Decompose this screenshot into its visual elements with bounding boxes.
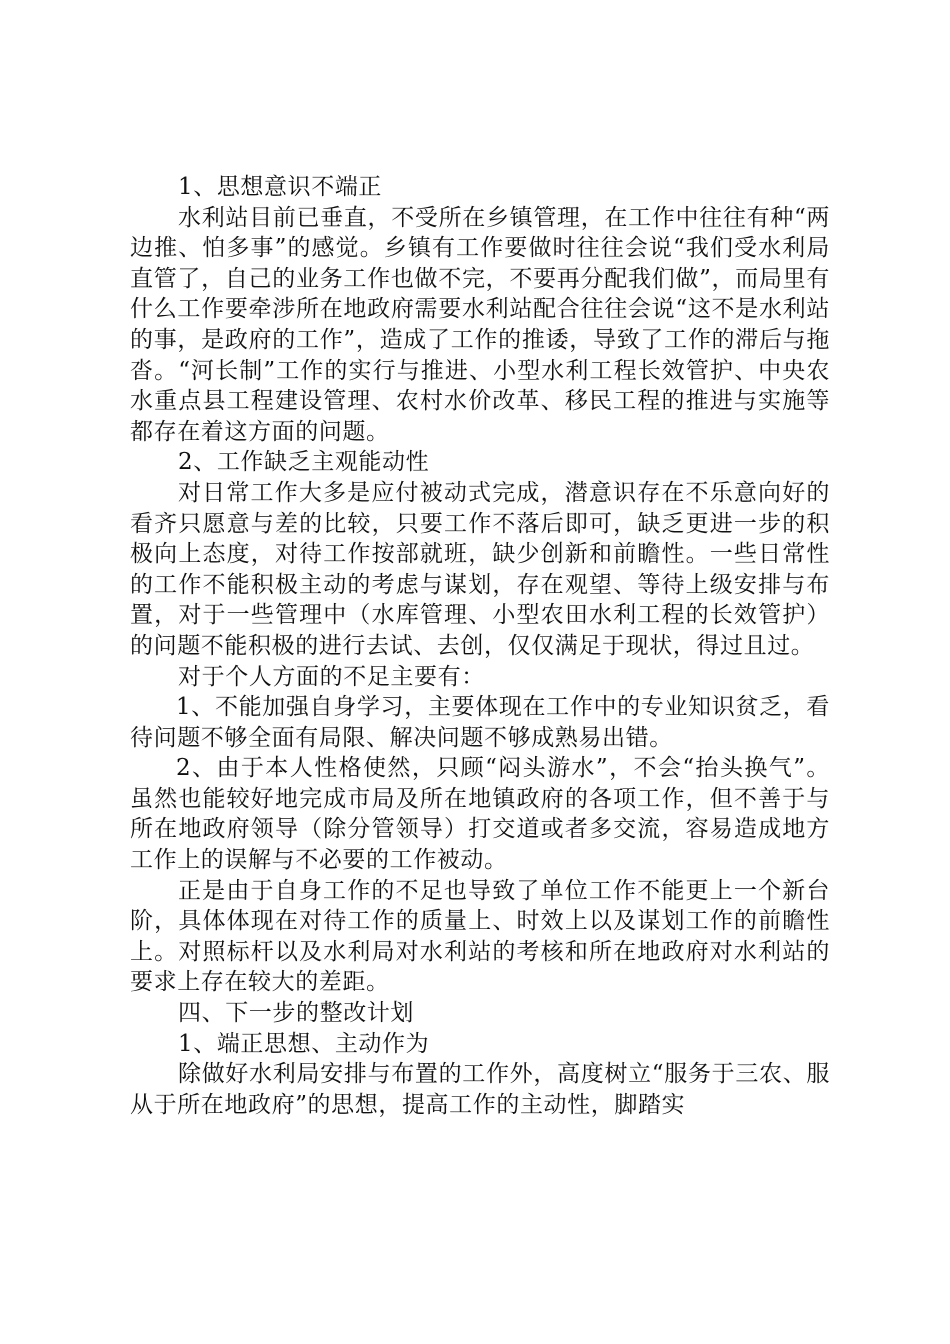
paragraph-4: 1、不能加强自身学习，主要体现在工作中的专业知识贫乏，看待问题不够全面有局限、解决问题不够成熟易出错。	[130, 694, 830, 751]
paragraph-2: 对日常工作大多是应付被动式完成，潜意识存在不乐意向好的看齐只愿意与差的比较，只要工作不落后即可，缺乏更进一步的积极向上态度，对待工作按部就班，缺少创新和前瞻性。一些日常性的工作不能积极主动的考虑与谋划，存在观望、等待上级安排与布置，对于一些管理中（水库管理、小型农田水利工程的长效管护）的问题不能积极的进行去试、去创，仅仅满足于现状，得过且过。	[130, 479, 830, 659]
paragraph-7: 除做好水利局安排与布置的工作外，高度树立“服务于三农、服从于所在地政府”的思想，提高工作的主动性，脚踏实	[130, 1061, 830, 1118]
paragraph-6: 正是由于自身工作的不足也导致了单位工作不能更上一个新台阶，具体体现在对待工作的质量上、时效上以及谋划工作的前瞻性上。对照标杆以及水利局对水利站的考核和所在地政府对水利站的要求上存在较大的差距。	[130, 877, 830, 996]
paragraph-3: 对于个人方面的不足主要有：	[178, 663, 485, 690]
paragraph-1: 水利站目前已垂直，不受所在乡镇管理，在工作中往往有种“两边推、怕多事”的感觉。乡镇有工作要做时往往会说“我们受水利局直管了，自己的业务工作也做不完，不要再分配我们做”，而局里有什么工作要牵涉所在地政府需要水利站配合往往会说“这不是水利站的事，是政府的工作”，造成了工作的推诿，导致了工作的滞后与拖沓。“河长制”工作的实行与推进、小型水利工程长效管护、中央农水重点县工程建设管理、农村水价改革、移民工程的推进与实施等都存在着这方面的问题。	[130, 204, 830, 445]
paragraph-5: 2、由于本人性格使然，只顾“闷头游水”，不会“抬头换气”。虽然也能较好地完成市局及所在地镇政府的各项工作，但不善于与所在地政府领导（除分管领导）打交道或者多交流，容易造成地方工作上的误解与不必要的工作被动。	[130, 755, 830, 874]
section-heading-2: 2、工作缺乏主观能动性	[178, 449, 430, 476]
section-heading-1: 1、思想意识不端正	[178, 174, 383, 200]
section-heading-3: 四、下一步的整改计划	[178, 1000, 414, 1027]
section-heading-4: 1、端正思想、主动作为	[178, 1030, 430, 1057]
document-body	[130, 172, 830, 1120]
